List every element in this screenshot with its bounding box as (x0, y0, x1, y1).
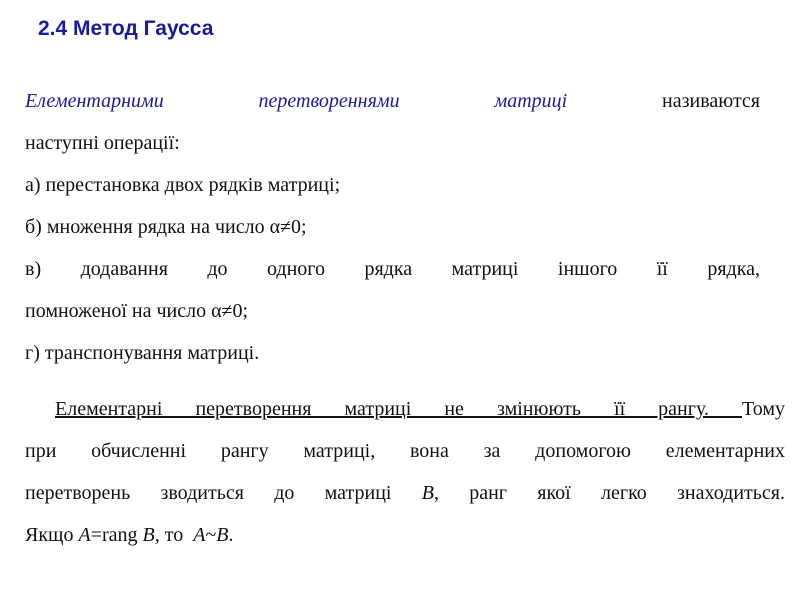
variable-b: B (421, 482, 434, 504)
underlined-statement: Елементарні перетворення матриці не змінюють її рангу. (55, 398, 742, 420)
paragraph-line-4 (25, 514, 785, 556)
definition-verb: називаются (662, 90, 761, 112)
operation-c-line-2: помноженої на число α≠0; (25, 300, 249, 322)
variable-a: A (78, 524, 91, 546)
paragraph-line-2: при обчисленні рангу матриці, вона за допомогою елементарних (25, 440, 785, 462)
period: . (228, 524, 234, 546)
then-word: , то (154, 524, 194, 546)
definition-line-2: наступні операції: (25, 132, 180, 154)
equals-rang: =rang (90, 524, 143, 546)
definition-block (25, 80, 760, 374)
if-word: Якщо (25, 524, 79, 546)
operation-b: б) множення рядка на число α≠0; (25, 216, 307, 238)
variable-a-2: A (193, 524, 206, 546)
page-title: 2.4 Метод Гаусса (38, 17, 214, 40)
definition-term: Елементарними перетвореннями матриці (25, 90, 568, 112)
operation-d: г) транспонування матриці. (25, 342, 260, 364)
definition-line-1 (25, 80, 760, 122)
paragraph-line-3-pre: перетворень зводиться до матриці (25, 482, 422, 504)
tilde-symbol: ~ (205, 524, 217, 546)
paragraph-line-3-post: , ранг якої легко знаходиться. (433, 482, 785, 504)
operation-a: а) перестановка двох рядків матриці; (25, 174, 341, 196)
rank-paragraph (25, 388, 785, 556)
paragraph-line-1-rest: Тому (742, 398, 785, 420)
paragraph-line-3 (25, 472, 785, 514)
paragraph-line-1 (25, 388, 785, 430)
variable-b-3: B (216, 524, 229, 546)
operation-c-line-1: в) додавання до одного рядка матриці іншого її рядка, (25, 258, 760, 280)
variable-b-2: B (142, 524, 155, 546)
